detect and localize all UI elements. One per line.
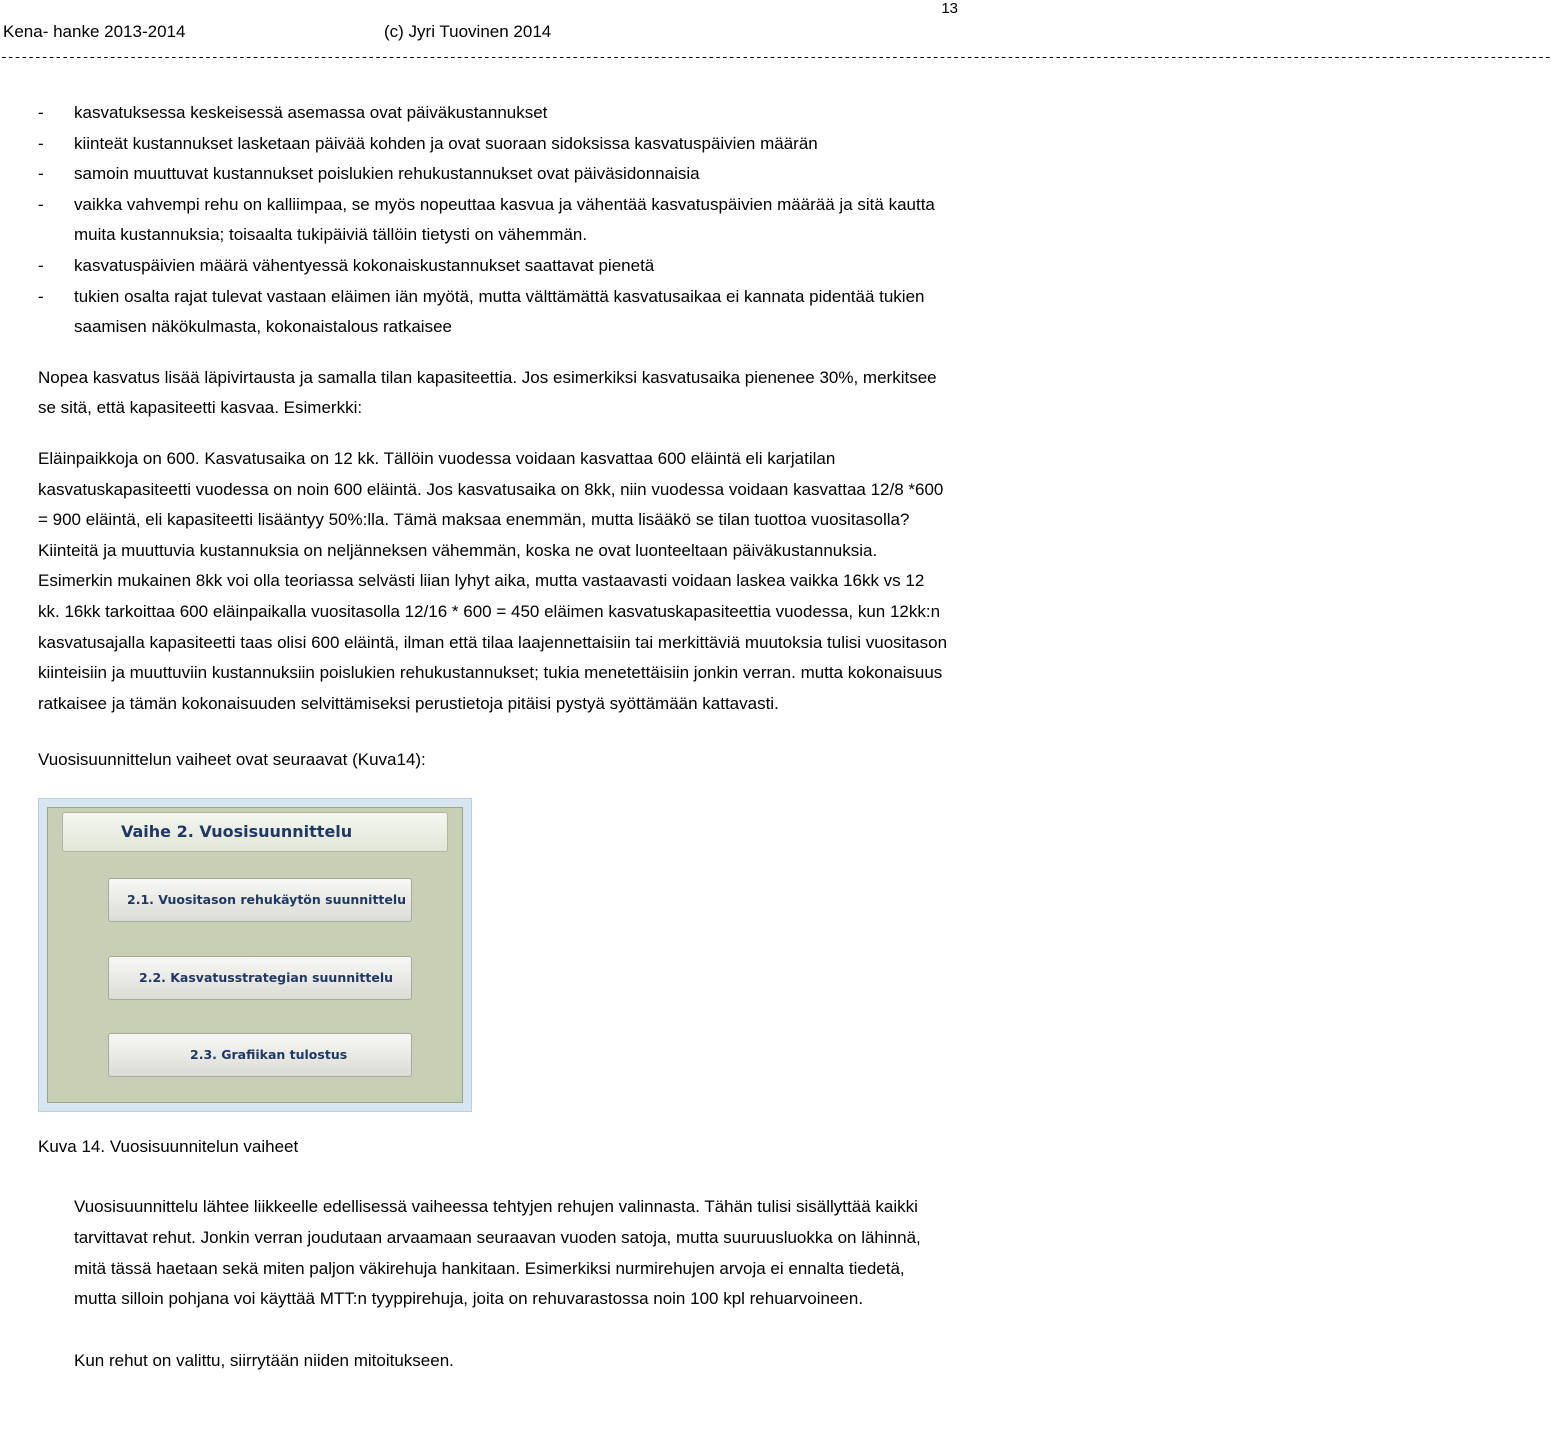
figure-panel bbox=[47, 807, 463, 1103]
list-item bbox=[38, 251, 948, 282]
figure-caption: Kuva 14. Vuosisuunnitelun vaiheet bbox=[38, 1136, 299, 1156]
list-item-text: vaikka vahvempi rehu on kalliimpaa, se myös nopeuttaa kasvua ja vähentää kasvatuspäivien määrää ja sitä kautta muita kustannuksia; toisaalta tukipäiviä tällöin tietysti on vähemmän. bbox=[74, 194, 935, 245]
header-copyright: (c) Jyri Tuovinen 2014 bbox=[384, 22, 552, 41]
bullet-dash: - bbox=[38, 255, 44, 275]
feed-planning-button[interactable]: 2.1. Vuositason rehukäytön suunnittelu bbox=[108, 878, 412, 922]
bullet-list bbox=[38, 98, 948, 343]
bullet-dash: - bbox=[38, 103, 44, 122]
list-item-text: kasvatuksessa keskeisessä asemassa ovat päiväkustannukset bbox=[74, 103, 548, 122]
strategy-planning-button[interactable]: 2.2. Kasvatusstrategian suunnittelu bbox=[108, 956, 412, 1000]
header-project: Kena- hanke 2013-2014 bbox=[3, 22, 186, 41]
bullet-dash: - bbox=[38, 194, 44, 214]
figure-title: Vaihe 2. Vuosisuunnittelu bbox=[62, 812, 448, 852]
list-item bbox=[38, 129, 948, 160]
list-item-text: samoin muuttuvat kustannukset poislukien rehukustannukset ovat päiväsidonnaisia bbox=[74, 164, 700, 184]
document-body bbox=[38, 98, 948, 1376]
page-number: 13 bbox=[941, 0, 958, 17]
list-item bbox=[38, 190, 948, 251]
paragraph-annual-planning: Vuosisuunnittelu lähtee liikkeelle edellisessä vaiheessa tehtyjen rehujen valinnasta. Tähän tulisi sisällyttää kaikki tarvittavat rehut. Jonkin verran joudutaan arvaamaan seuraavan vuoden satoja, mutta suuruusluokka on lähinnä, mitä tässä haetaan sekä miten paljon väkirehuja hankitaan. Esimerkiksi nurmirehujen arvoja ei ennalta tiedetä, mutta silloin pohjana voi käyttää MTT:n tyyppirehuja, joita on rehuvarastossa noin 100 kpl rehuarvoineen. bbox=[74, 1197, 921, 1309]
bullet-dash: - bbox=[38, 286, 44, 306]
print-graphics-button[interactable]: 2.3. Grafiikan tulostus bbox=[108, 1033, 412, 1077]
paragraph-next-step: Kun rehut on valittu, siirrytään niiden mitoitukseen. bbox=[74, 1350, 454, 1370]
list-item-text: kiinteät kustannukset lasketaan päivää kohden ja ovat suoraan sidoksissa kasvatuspäivien määrän bbox=[74, 133, 818, 153]
bullet-dash: - bbox=[38, 164, 44, 184]
list-item bbox=[38, 98, 948, 129]
bullet-dash: - bbox=[38, 133, 44, 153]
paragraph-capacity: Nopea kasvatus lisää läpivirtausta ja samalla tilan kapasiteettia. Jos esimerkiksi kasvatusaika pienenee 30%, merkitsee se sitä, että kapasiteetti kasvaa. Esimerkki: bbox=[38, 367, 937, 418]
list-item-text: tukien osalta rajat tulevat vastaan eläimen iän myötä, mutta välttämättä kasvatusaikaa ei kannata pidentää tukien saamisen näkökulmasta, kokonaistalous ratkaisee bbox=[74, 286, 925, 337]
list-item-text: kasvatuspäivien määrä vähentyessä kokonaiskustannukset saattavat pienetä bbox=[74, 255, 655, 275]
figure-annual-planning bbox=[38, 798, 472, 1112]
list-item bbox=[38, 159, 948, 190]
list-item bbox=[38, 282, 948, 343]
paragraph-example: Eläinpaikkoja on 600. Kasvatusaika on 12 kk. Tällöin vuodessa voidaan kasvattaa 600 eläintä eli karjatilan kasvatuskapasiteetti vuodessa on noin 600 eläintä. Jos kasvatusaika on 8kk, niin vuodessa voidaan kasvattaa 12/8 *600 = 900 eläintä, eli kapasiteetti lisääntyy 50%:lla. Tämä maksaa enemmän, mutta lisääkö se tilan tuottoa vuositasolla? Kiinteitä ja muuttuvia kustannuksia on neljänneksen vähemmän, koska ne ovat luonteeltaan päiväkustannuksia. Esimerkin mukainen 8kk voi olla teoriassa selvästi liian lyhyt aika, mutta vastaavasti voidaan laskea vaikka 16kk vs 12 kk. 16kk tarkoittaa 600 eläinpaikalla vuositasolla 12/16 * 600 = 450 eläimen kasvatuskapasiteettia vuodessa, kun 12kk:n kasvatusajalla kapasiteetti taas olisi 600 eläintä, ilman että tilaa laajennettaisiin tai merkittäviä muutoksia tulisi vuositason kiinteisiin ja muuttuviin kustannuksiin poislukien rehukustannukset; tukia menetettäisiin jonkin verran. mutta kokonaisuus ratkaisee ja tämän kokonaisuuden selvittämiseksi perustietoja pitäisi pystyä syöttämään kattavasti. bbox=[38, 448, 948, 713]
header-separator: ------------------------------------------------------------------------------------------------------------------------------------------------------------------------------------------------------------------------------------ bbox=[0, 50, 1551, 65]
paragraph-phases-intro: Vuosisuunnittelun vaiheet ovat seuraavat (Kuva14): bbox=[38, 750, 426, 770]
